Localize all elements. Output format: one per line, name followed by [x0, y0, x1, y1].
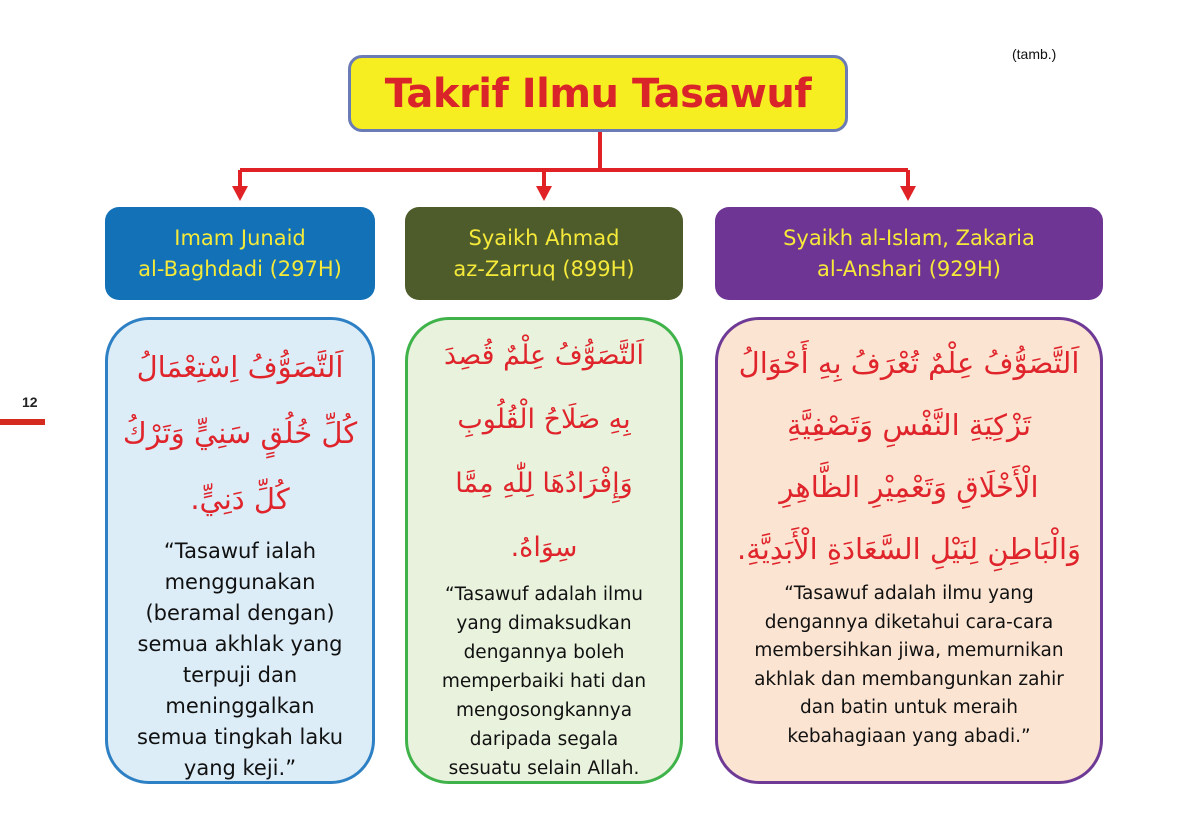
malay-line: “Tasawuf adalah ilmu — [445, 584, 643, 605]
arabic-definition — [408, 320, 680, 580]
malay-line: akhlak dan membangunkan zahir — [754, 668, 1064, 690]
malay-line: daripada segala — [469, 729, 619, 750]
malay-line: dengannya boleh — [463, 642, 625, 663]
malay-line: memperbaiki hati dan — [441, 671, 647, 692]
arabic-line: اَلتَّصَوُّفُ اِسْتِعْمَالُ — [136, 350, 344, 384]
malay-line: kebahagiaan yang abadi.” — [787, 725, 1031, 747]
malay-line: mengosongkannya — [455, 700, 633, 721]
malay-translation — [718, 580, 1100, 751]
malay-line: sesuatu selain Allah. — [448, 758, 640, 779]
arabic-definition — [718, 320, 1100, 580]
heading-imam-junaid — [105, 207, 375, 300]
heading-line-2: al-Baghdadi (297H) — [138, 256, 342, 281]
heading-line-1: Syaikh al-Islam, Zakaria — [783, 226, 1035, 251]
title-box — [348, 55, 848, 132]
malay-line: dengannya diketahui cara-cara — [764, 611, 1054, 633]
arabic-line: وَإِفْرَادُهَا لِلّٰهِ مِمَّا — [455, 468, 633, 499]
arabic-line: سِوَاهُ. — [510, 532, 578, 563]
heading-syaikh-zakaria — [715, 207, 1103, 300]
malay-translation — [408, 580, 680, 783]
arabic-line: كُلِّ خُلُقٍ سَنِيٍّ وَتَرْكُ — [122, 416, 358, 450]
heading-line-1: Imam Junaid — [174, 226, 306, 251]
malay-line: yang keji.” — [183, 756, 297, 780]
heading-line-1: Syaikh Ahmad — [468, 226, 620, 251]
diagram-title: Takrif Ilmu Tasawuf — [384, 70, 812, 117]
arabic-line: وَالْبَاطِنِ لِنَيْلِ السَّعَادَةِ الْأَبَدِيَّةِ. — [736, 532, 1082, 566]
malay-line: membersihkan jiwa, memurnikan — [754, 640, 1064, 661]
arabic-line: اَلتَّصَوُّفُ عِلْمٌ تُعْرَفُ بِهِ أَحْوَالُ — [738, 346, 1080, 380]
definition-card-junaid — [105, 317, 375, 784]
definition-card-zarruq — [405, 317, 683, 784]
heading-line-2: az-Zarruq (899H) — [453, 256, 635, 281]
malay-line: menggunakan — [164, 570, 316, 594]
heading-syaikh-ahmad — [405, 207, 683, 300]
arabic-definition — [108, 320, 372, 532]
page-number: 12 — [22, 394, 38, 410]
malay-line: meninggalkan — [165, 694, 315, 718]
malay-line: dan batin untuk meraih — [800, 697, 1018, 718]
arabic-line: كُلِّ دَنِيٍّ. — [190, 482, 290, 516]
malay-translation — [108, 536, 372, 784]
arabic-line: الْأَخْلَاقِ وَتَعْمِيْرِ الظَّاهِرِ — [779, 470, 1039, 504]
arrow-head-1 — [232, 186, 248, 201]
arrow-head-2 — [536, 186, 552, 201]
malay-line: “Tasawuf ialah — [163, 539, 317, 563]
arabic-line: تَزْكِيَةِ النَّفْسِ وَتَصْفِيَّةِ — [786, 408, 1032, 442]
arrow-head-3 — [900, 186, 916, 201]
malay-line: “Tasawuf adalah ilmu yang — [784, 583, 1034, 604]
malay-line: terpuji dan — [182, 663, 298, 687]
malay-line: semua tingkah laku — [136, 725, 344, 749]
arabic-line: اَلتَّصَوُّفُ عِلْمٌ قُصِدَ — [444, 340, 644, 371]
arabic-line: بِهِ صَلَاحُ الْقُلُوبِ — [457, 404, 631, 435]
malay-line: (beramal dengan) — [145, 601, 335, 625]
heading-line-2: al-Anshari (929H) — [816, 256, 1001, 281]
continued-note: (tamb.) — [1012, 46, 1057, 62]
malay-line: semua akhlak yang — [137, 632, 343, 656]
malay-line: yang dimaksudkan — [456, 613, 632, 634]
definition-card-anshari — [715, 317, 1103, 784]
